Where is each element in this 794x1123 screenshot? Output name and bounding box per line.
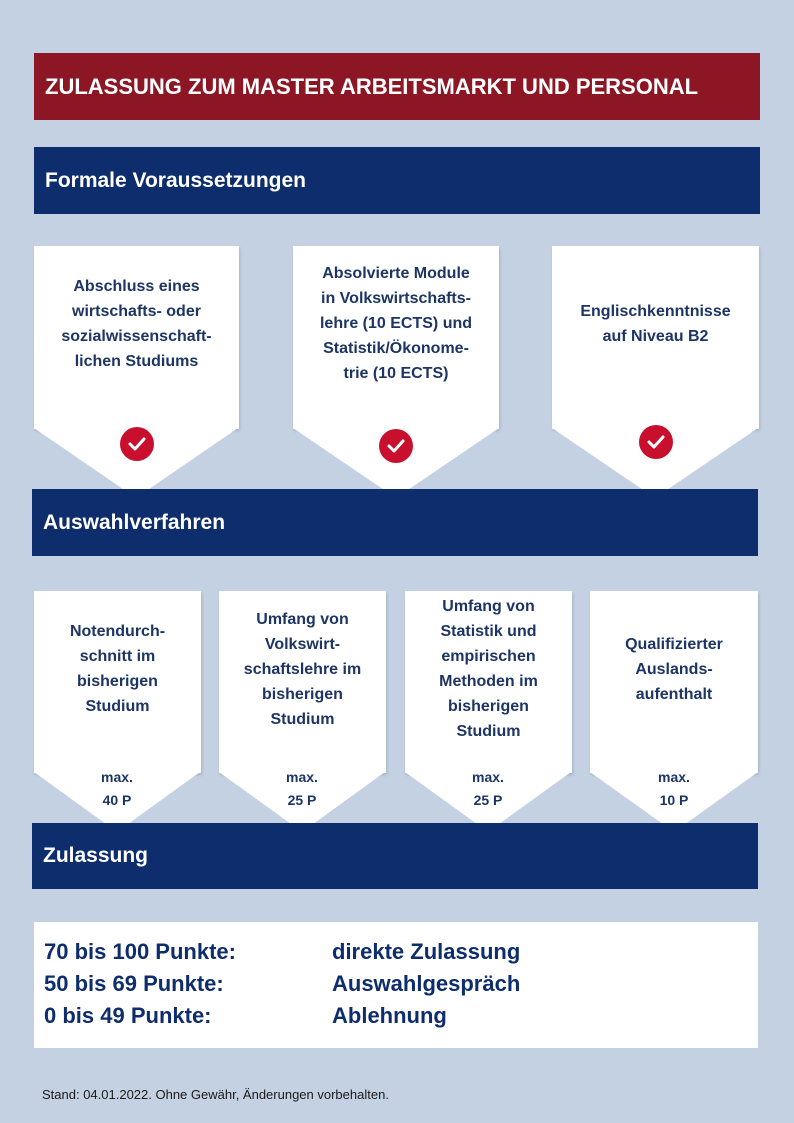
points-value: 25 P <box>287 792 317 808</box>
result-outcome: direkte Zulassung <box>332 939 521 964</box>
points-value: 40 P <box>102 792 132 808</box>
check-circle-icon <box>120 427 154 461</box>
requirement-card-modules <box>293 246 499 429</box>
page-title <box>34 53 760 120</box>
max-label: max. <box>658 769 690 785</box>
max-label: max. <box>101 769 133 785</box>
criteria-card-grade <box>34 591 201 773</box>
section-title-zulassung: Zulassung <box>43 844 149 867</box>
criteria-card-abroad <box>590 591 758 773</box>
section-bar-zulassung <box>32 823 758 889</box>
section-bar-auswahl <box>32 489 758 556</box>
results-box <box>34 922 758 1048</box>
result-outcome: Auswahlgespräch <box>332 971 521 996</box>
requirement-card-degree <box>34 246 239 429</box>
criteria-points <box>634 766 714 812</box>
max-label: max. <box>286 769 318 785</box>
check-circle-icon <box>639 425 673 459</box>
criteria-card-statistics <box>405 591 572 773</box>
section-title-formal: Formale Voraussetzungen <box>45 168 307 192</box>
max-label: max. <box>472 769 504 785</box>
check-circle-icon <box>379 429 413 463</box>
section-bar-formal <box>34 147 760 214</box>
points-value: 25 P <box>473 792 503 808</box>
requirement-text: Absolvierte Module in Volkswirtschafts- lehre (10 ECTS) und Statistik/Ökonome- trie (10 ECTS) <box>319 265 473 382</box>
result-row <box>44 968 758 1000</box>
result-outcome: Ablehnung <box>332 1003 447 1028</box>
requirement-text: Englischkenntnisse auf Niveau B2 <box>580 302 731 345</box>
footer-note: Stand: 04.01.2022. Ohne Gewähr, Änderungen vorbehalten. <box>42 1087 389 1102</box>
section-title-auswahl: Auswahlverfahren <box>43 510 226 534</box>
requirement-text: Abschluss eines wirtschafts- oder sozialwissenschaft- lichen Studiums <box>61 277 212 370</box>
criteria-points <box>77 766 157 812</box>
page-title-text: ZULASSUNG ZUM MASTER ARBEITSMARKT UND PERSONAL <box>45 73 699 99</box>
result-range: 70 bis 100 Punkte: <box>44 939 236 964</box>
criteria-points <box>448 766 528 812</box>
requirement-card-english <box>552 246 759 429</box>
points-value: 10 P <box>659 792 689 808</box>
criteria-points <box>262 766 342 812</box>
criteria-text: Notendurch- schnitt im bisherigen Studium <box>69 623 166 715</box>
criteria-text: Qualifizierter Auslands- aufenthalt <box>625 635 723 703</box>
result-row <box>44 936 758 968</box>
criteria-card-economics <box>219 591 386 773</box>
criteria-text: Umfang von Volkswirt- schaftslehre im bisherigen Studium <box>243 610 362 728</box>
criteria-text: Umfang von Statistik und empirischen Methoden im bisherigen Studium <box>439 598 538 740</box>
result-row <box>44 1000 758 1032</box>
result-range: 0 bis 49 Punkte: <box>44 1003 212 1028</box>
result-range: 50 bis 69 Punkte: <box>44 971 224 996</box>
